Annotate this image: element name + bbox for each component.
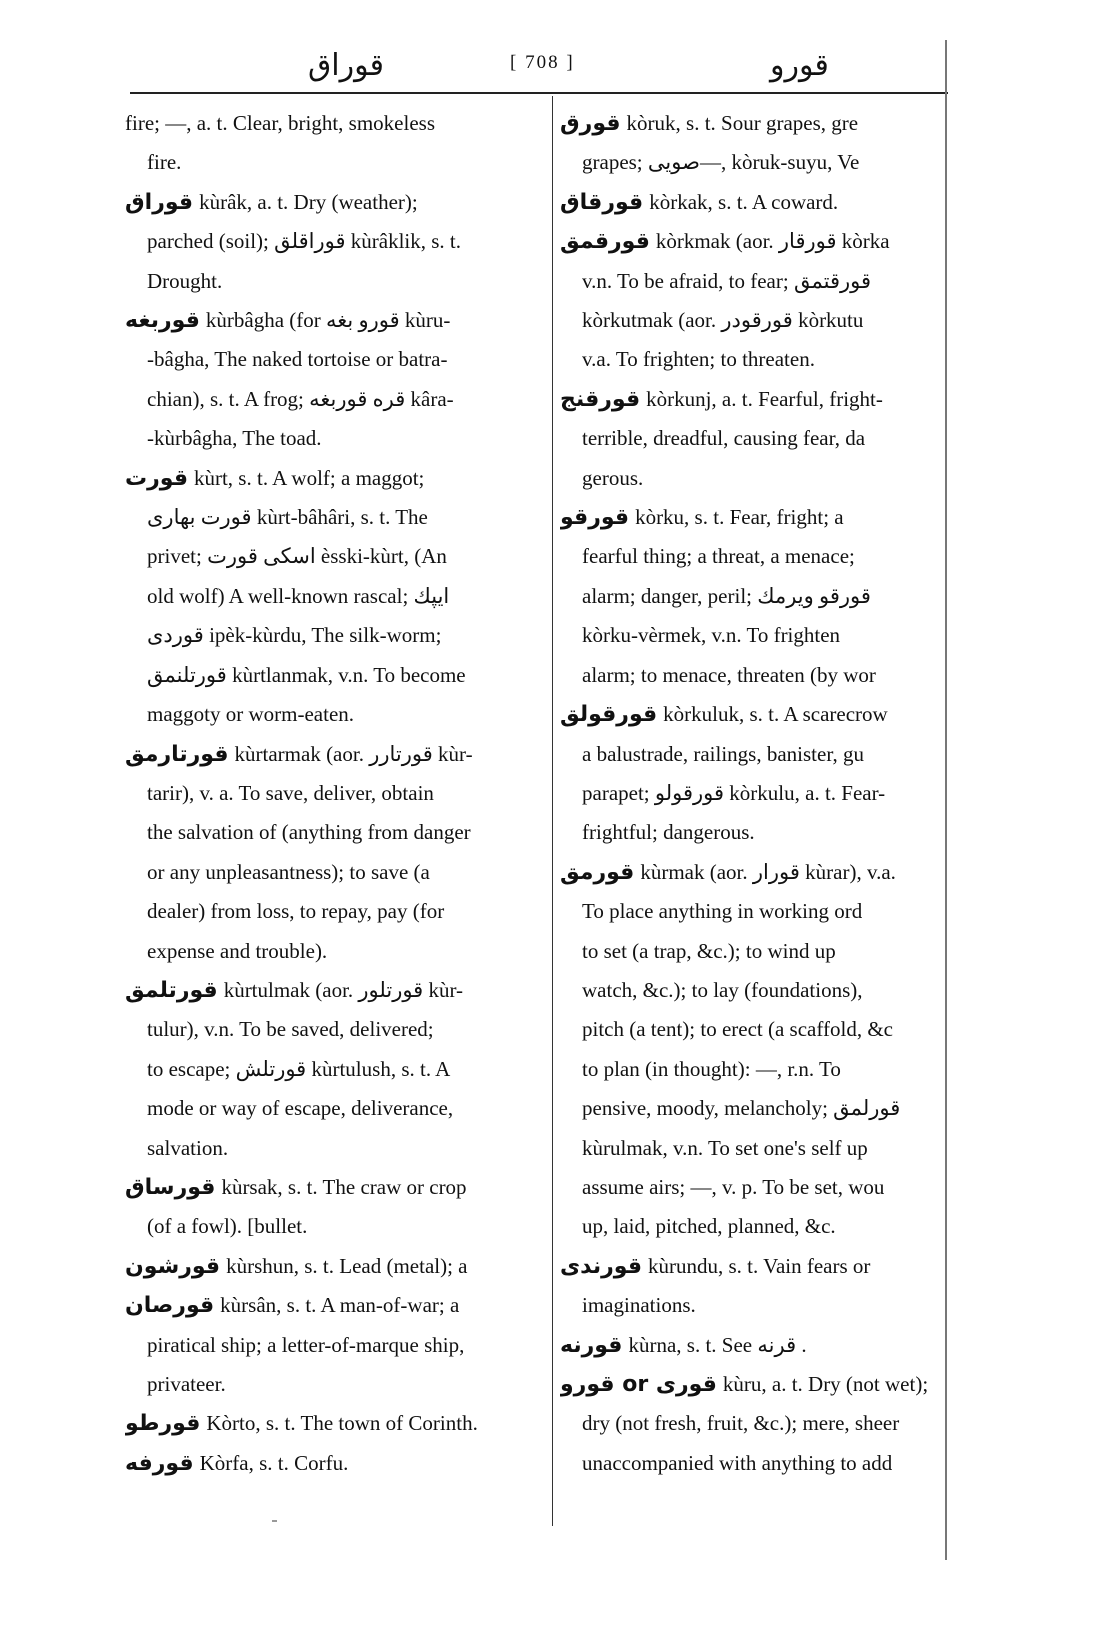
entry-continuation-line (560, 656, 942, 695)
arabic-headword: قورفه (125, 1450, 194, 1476)
entry-first-line (125, 1286, 543, 1325)
entry-text: قورتلنمق kùrtlanmak, v.n. To become (147, 662, 466, 687)
entry-text: kòrku-vèrmek, v.n. To frighten (582, 623, 841, 648)
arabic-headword: قورقولق (560, 702, 658, 728)
entry-text: dry (not fresh, fruit, &c.); mere, sheer (582, 1411, 900, 1436)
right-running-headword: قورو (770, 48, 829, 83)
dictionary-entry (125, 735, 543, 971)
dictionary-entry (560, 222, 942, 380)
dictionary-entry (125, 1168, 543, 1247)
entry-text: tarir), v. a. To save, deliver, obtain (147, 780, 434, 805)
entry-continuation-line (125, 143, 543, 182)
entry-continuation-line (560, 537, 942, 576)
entry-text: privateer. (147, 1372, 226, 1396)
entry-text: قورت بهاری kùrt-bâhâri, s. t. The (147, 505, 428, 530)
entry-continuation-line (125, 1207, 543, 1246)
entry-text: piratical ship; a letter-of-marque ship, (147, 1332, 465, 1357)
entry-text: kòruk, s. t. Sour grapes, gre (626, 111, 859, 135)
entry-continuation-line (125, 380, 543, 419)
entry-text: kòrkunj, a. t. Fearful, fright- (646, 386, 883, 411)
arabic-headword: قورطو (125, 1411, 201, 1437)
entry-text: parched (soil); قوراقلق kùrâklik, s. t. (147, 229, 461, 254)
entry-continuation-line (125, 577, 543, 616)
entry-text: or any unpleasantness); to save (a (147, 859, 430, 884)
entry-continuation-line (560, 1050, 942, 1089)
column-divider (552, 96, 553, 1526)
entry-continuation-line (125, 498, 543, 537)
entry-text: kùrtulmak (aor. قورتلور kùr- (223, 977, 464, 1002)
entry-text: maggoty or worm-eaten. (147, 702, 355, 727)
entry-first-line (560, 222, 942, 261)
entry-continuation-line (125, 537, 543, 576)
dictionary-entry (560, 104, 942, 183)
entry-continuation-line (560, 616, 942, 655)
entry-text: assume airs; —, v. p. To be set, wou (582, 1174, 885, 1199)
entry-text: fire. (147, 150, 182, 175)
entry-first-line (560, 183, 942, 222)
entry-text: tulur), v.n. To be saved, delivered; (147, 1017, 434, 1042)
entry-continuation-line (125, 616, 543, 655)
entry-text: grapes; صویی—, kòruk-suyu, Ve (582, 150, 860, 175)
entry-first-line (125, 1404, 543, 1443)
dictionary-entry (125, 1286, 543, 1404)
entry-first-line (560, 1326, 942, 1365)
dictionary-entry (125, 1444, 543, 1483)
entry-continuation-line (125, 1326, 543, 1365)
entry-continuation-line (125, 813, 543, 852)
dictionary-entry (125, 459, 543, 735)
arabic-headword: قورنه (560, 1332, 623, 1358)
entry-continuation-line (560, 419, 942, 458)
entry-continuation-line (560, 932, 942, 971)
entry-text: alarm; to menace, threaten (by wor (582, 662, 876, 687)
entry-continuation-line (125, 774, 543, 813)
entry-continuation-line (560, 1129, 942, 1168)
entry-continuation-line (560, 1010, 942, 1049)
dictionary-entry (560, 1326, 942, 1365)
entry-text: privet; اسكی قورت èsski-kùrt, (An (147, 544, 447, 569)
arabic-headword: قوراق (125, 189, 194, 215)
entry-continuation-line (125, 853, 543, 892)
entry-text: chian), s. t. A frog; قره قوربغه kâra- (147, 386, 454, 411)
entry-first-line (560, 1247, 942, 1286)
arabic-headword: قورندی (560, 1253, 642, 1279)
entry-text: to plan (in thought): —, r.n. To (582, 1056, 841, 1081)
entry-text: kùrsân, s. t. A man-of-war; a (220, 1293, 460, 1318)
entry-text: kòrkmak (aor. قورقار kòrka (655, 229, 890, 254)
dictionary-entry (125, 1404, 543, 1443)
dictionary-entry (560, 695, 942, 853)
dictionary-entry (560, 853, 942, 1247)
entry-continuation-line (560, 774, 942, 813)
entry-continuation-line (560, 143, 942, 182)
entry-first-line (125, 1247, 543, 1286)
entry-continuation-line (560, 1444, 942, 1483)
entry-text: a balustrade, railings, banister, gu (582, 741, 864, 766)
dictionary-entry (560, 1247, 942, 1326)
entry-continuation-line (560, 735, 942, 774)
arabic-headword: قورمق (560, 859, 635, 885)
entry-first-line (125, 1168, 543, 1207)
entry-first-line (125, 183, 543, 222)
entry-continuation-line (125, 1010, 543, 1049)
entry-continuation-line (125, 419, 543, 458)
entry-continuation-line (560, 971, 942, 1010)
entry-text: pensive, moody, melancholy; قورلمق (582, 1096, 901, 1121)
entry-text: Kòrfa, s. t. Corfu. (199, 1450, 349, 1475)
entry-text: the salvation of (anything from danger (147, 820, 471, 845)
dictionary-entry (560, 1365, 942, 1483)
arabic-headword: قورت (125, 465, 188, 491)
dictionary-entry (125, 104, 543, 183)
entry-text: kùrâk, a. t. Dry (weather); (199, 189, 418, 214)
entry-text: قوردی ipèk-kùrdu, The silk-worm; (147, 623, 442, 648)
arabic-headword: قوربغه (125, 308, 200, 334)
entry-continuation-line (125, 1365, 543, 1404)
entry-continuation-line (125, 656, 543, 695)
dictionary-entry (125, 301, 543, 459)
entry-first-line (125, 301, 543, 340)
arabic-headword: قورق (560, 111, 621, 136)
entry-text: kùru, a. t. Dry (not wet); (722, 1372, 929, 1396)
entry-first-line (560, 498, 942, 537)
entry-text: v.a. To frighten; to threaten. (582, 347, 815, 372)
entry-continuation-line (560, 892, 942, 931)
entry-text: parapet; قورقولو kòrkulu, a. t. Fear- (582, 780, 886, 805)
entry-first-line (560, 104, 942, 143)
entry-text: kùrsak, s. t. The craw or crop (221, 1174, 467, 1199)
dictionary-entry (125, 1247, 543, 1286)
arabic-headword: قورقو (560, 505, 630, 531)
entry-continuation-line (560, 459, 942, 498)
entry-first-line (125, 104, 543, 143)
entry-text: expense and trouble). (147, 938, 328, 963)
entry-first-line (125, 735, 543, 774)
page-number: [ 708 ] (510, 52, 575, 73)
page-edge-line (945, 40, 947, 1560)
dictionary-entry (560, 498, 942, 695)
left-running-headword: قوراق (308, 48, 384, 83)
dictionary-entry (560, 183, 942, 222)
entry-text: To place anything in working ord (582, 899, 863, 924)
entry-text: Kòrto, s. t. The town of Corinth. (206, 1411, 478, 1436)
entry-text: kùrna, s. t. See قرنه . (628, 1332, 807, 1357)
arabic-headword: قورقاق (560, 189, 644, 215)
entry-text: kòrku, s. t. Fear, fright; a (635, 505, 844, 530)
entry-text: to escape; قورتلش kùrtulush, s. t. A (147, 1056, 451, 1081)
arabic-headword: قورتلمق (125, 977, 218, 1003)
entry-text: kùrulmak, v.n. To set one's self up (582, 1135, 868, 1160)
entry-continuation-line (560, 1168, 942, 1207)
arabic-headword: قورساق (125, 1174, 216, 1200)
entry-text: (of a fowl). [bullet. (147, 1214, 308, 1239)
entry-text: imaginations. (582, 1293, 696, 1318)
entry-text: kùrmak (aor. قورار kùrar), v.a. (640, 859, 896, 884)
entry-continuation-line (560, 262, 942, 301)
entry-text: gerous. (582, 465, 644, 490)
entry-text: -kùrbâgha, The toad. (147, 426, 322, 451)
entry-continuation-line (125, 222, 543, 261)
entry-first-line (560, 853, 942, 892)
entry-text: v.n. To be afraid, to fear; قورقتمق (582, 268, 872, 293)
arabic-headword: قورقنج (560, 386, 641, 412)
entry-continuation-line (560, 1207, 942, 1246)
left-column (125, 104, 543, 1483)
entry-text: terrible, dreadful, causing fear, da (582, 426, 866, 451)
entry-continuation-line (125, 1089, 543, 1128)
entry-continuation-line (125, 262, 543, 301)
arabic-headword: قورتارمق (125, 741, 229, 767)
entry-continuation-line (560, 1089, 942, 1128)
entry-first-line (560, 1365, 942, 1404)
arabic-headword: قورقمق (560, 229, 650, 255)
entry-first-line (560, 695, 942, 734)
entry-text: kòrkutmak (aor. قورقودر kòrkutu (582, 308, 864, 333)
right-column (560, 104, 942, 1483)
entry-continuation-line (125, 932, 543, 971)
entry-text: kùrshun, s. t. Lead (metal); a (226, 1253, 468, 1278)
entry-text: salvation. (147, 1135, 229, 1160)
running-header (130, 44, 950, 88)
entry-first-line (125, 1444, 543, 1483)
dictionary-entry (560, 380, 942, 498)
entry-continuation-line (125, 340, 543, 379)
entry-text: kùrbâgha (for قورو بغه kùru- (205, 308, 451, 333)
entry-text: pitch (a tent); to erect (a scaffold, &c (582, 1017, 893, 1042)
entry-continuation-line (125, 695, 543, 734)
arabic-headword: قورو or قوری (560, 1372, 717, 1397)
entry-continuation-line (560, 1404, 942, 1443)
entry-text: fire; —, a. t. Clear, bright, smokeless (125, 111, 436, 135)
entry-text: kùrtarmak (aor. قورتارر kùr- (234, 741, 473, 766)
entry-first-line (125, 971, 543, 1010)
entry-text: unaccompanied with anything to add (582, 1450, 893, 1475)
entry-first-line (560, 380, 942, 419)
entry-text: kùrt, s. t. A wolf; a maggot; (193, 465, 425, 490)
entry-text: kòrkuluk, s. t. A scarecrow (663, 702, 888, 727)
entry-text: dealer) from loss, to repay, pay (for (147, 899, 445, 924)
entry-continuation-line (560, 813, 942, 852)
ink-speck (272, 1520, 277, 1522)
entry-text: frightful; dangerous. (582, 820, 755, 845)
entry-first-line (125, 459, 543, 498)
entry-continuation-line (125, 892, 543, 931)
arabic-headword: قورصان (125, 1293, 215, 1319)
entry-text: -bâgha, The naked tortoise or batra- (147, 347, 448, 372)
entry-text: fearful thing; a threat, a menace; (582, 544, 855, 569)
entry-text: kòrkak, s. t. A coward. (649, 189, 839, 214)
entry-continuation-line (125, 1129, 543, 1168)
arabic-headword: قورشون (125, 1253, 221, 1279)
entry-text: kùrundu, s. t. Vain fears or (648, 1253, 871, 1278)
header-rule (130, 92, 948, 94)
entry-text: alarm; danger, peril; قورقو ویرمك (582, 583, 871, 608)
dictionary-entry (125, 971, 543, 1168)
entry-text: mode or way of escape, deliverance, (147, 1096, 454, 1121)
entry-text: up, laid, pitched, planned, &c. (582, 1214, 836, 1239)
entry-continuation-line (560, 301, 942, 340)
entry-text: watch, &c.); to lay (foundations), (582, 977, 863, 1002)
entry-continuation-line (560, 340, 942, 379)
dictionary-entry (125, 183, 543, 301)
entry-continuation-line (560, 1286, 942, 1325)
entry-text: to set (a trap, &c.); to wind up (582, 938, 836, 963)
entry-continuation-line (125, 1050, 543, 1089)
entry-text: old wolf) A well-known rascal; ایپك (147, 583, 450, 608)
entry-continuation-line (560, 577, 942, 616)
entry-text: Drought. (147, 268, 223, 293)
